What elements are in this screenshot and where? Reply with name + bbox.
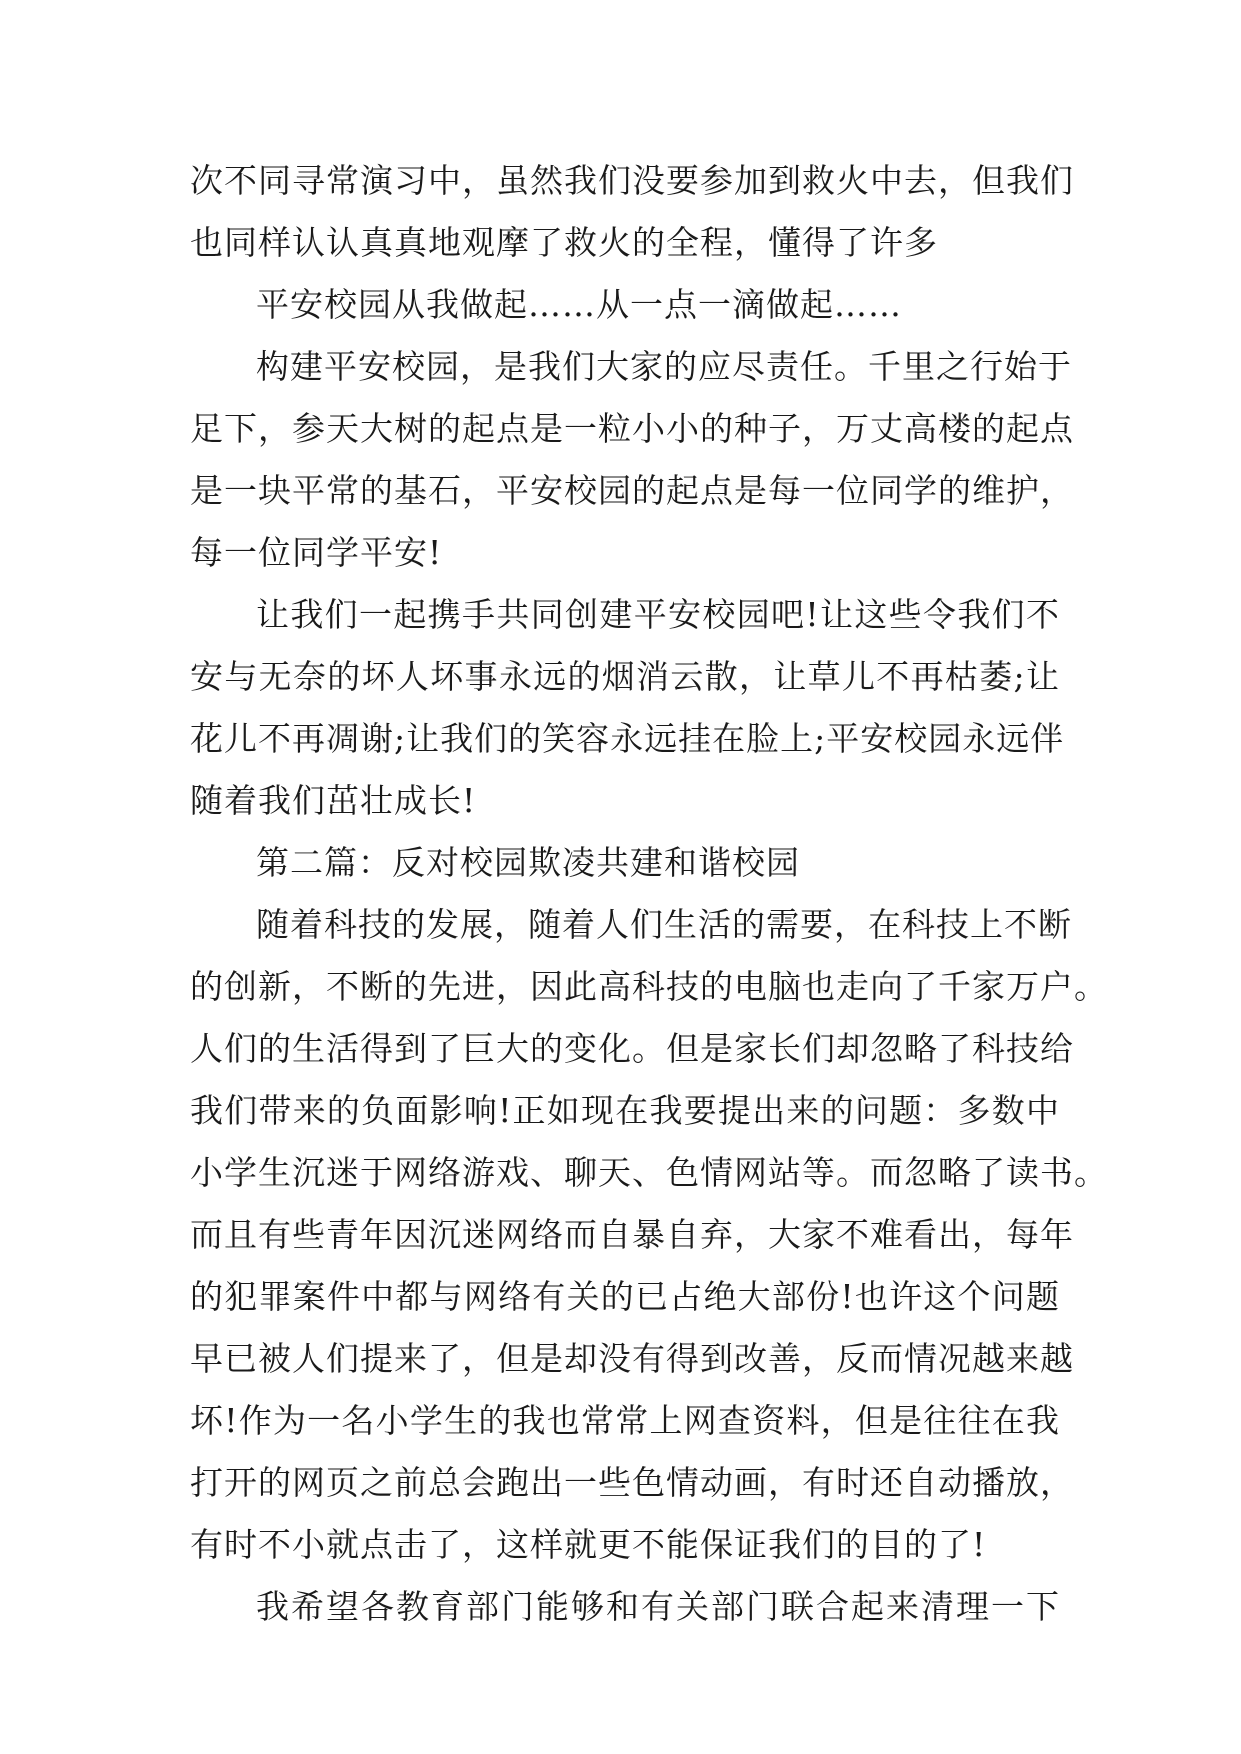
text-line: 是一块平常的基石，平安校园的起点是每一位同学的维护， [190, 471, 1074, 510]
text-line: 早已被人们提来了，但是却没有得到改善，反而情况越来越 [190, 1339, 1074, 1378]
text-line: 我希望各教育部门能够和有关部门联合起来清理一下 [256, 1587, 1060, 1626]
text-line: 安与无奈的坏人坏事永远的烟消云散，让草儿不再枯萎;让 [190, 657, 1060, 696]
text-line: 人们的生活得到了巨大的变化。但是家长们却忽略了科技给 [190, 1029, 1074, 1068]
text-line: 让我们一起携手共同创建平安校园吧!让这些令我们不 [256, 595, 1060, 634]
text-line: 次不同寻常演习中，虽然我们没要参加到救火中去，但我们 [190, 161, 1074, 200]
text-line: 有时不小就点击了，这样就更不能保证我们的目的了! [190, 1525, 987, 1564]
text-line: 第二篇：反对校园欺凌共建和谐校园 [256, 843, 800, 882]
text-line: 小学生沉迷于网络游戏、聊天、色情网站等。而忽略了读书。 [190, 1153, 1108, 1192]
text-line: 的犯罪案件中都与网络有关的已占绝大部份!也许这个问题 [190, 1277, 1060, 1316]
text-line: 的创新，不断的先进，因此高科技的电脑也走向了千家万户。 [190, 967, 1108, 1006]
text-line: 构建平安校园，是我们大家的应尽责任。千里之行始于 [256, 347, 1072, 386]
text-line: 我们带来的负面影响!正如现在我要提出来的问题：多数中 [190, 1091, 1060, 1130]
text-line: 坏!作为一名小学生的我也常常上网查资料，但是往往在我 [190, 1401, 1060, 1440]
text-line: 随着科技的发展，随着人们生活的需要，在科技上不断 [256, 905, 1072, 944]
text-line: 随着我们茁壮成长! [190, 781, 477, 820]
text-line: 足下，参天大树的起点是一粒小小的种子，万丈高楼的起点 [190, 409, 1074, 448]
body-text [190, 150, 1108, 1638]
text-line: 打开的网页之前总会跑出一些色情动画，有时还自动播放， [190, 1463, 1074, 1502]
text-line: 也同样认认真真地观摩了救火的全程，懂得了许多 [190, 223, 938, 262]
text-line: 花儿不再凋谢;让我们的笑容永远挂在脸上;平安校园永远伴 [190, 719, 1065, 758]
text-line: 平安校园从我做起……从一点一滴做起…… [256, 285, 902, 324]
text-line: 而且有些青年因沉迷网络而自暴自弃，大家不难看出，每年 [190, 1215, 1074, 1254]
text-line: 每一位同学平安! [190, 533, 443, 572]
